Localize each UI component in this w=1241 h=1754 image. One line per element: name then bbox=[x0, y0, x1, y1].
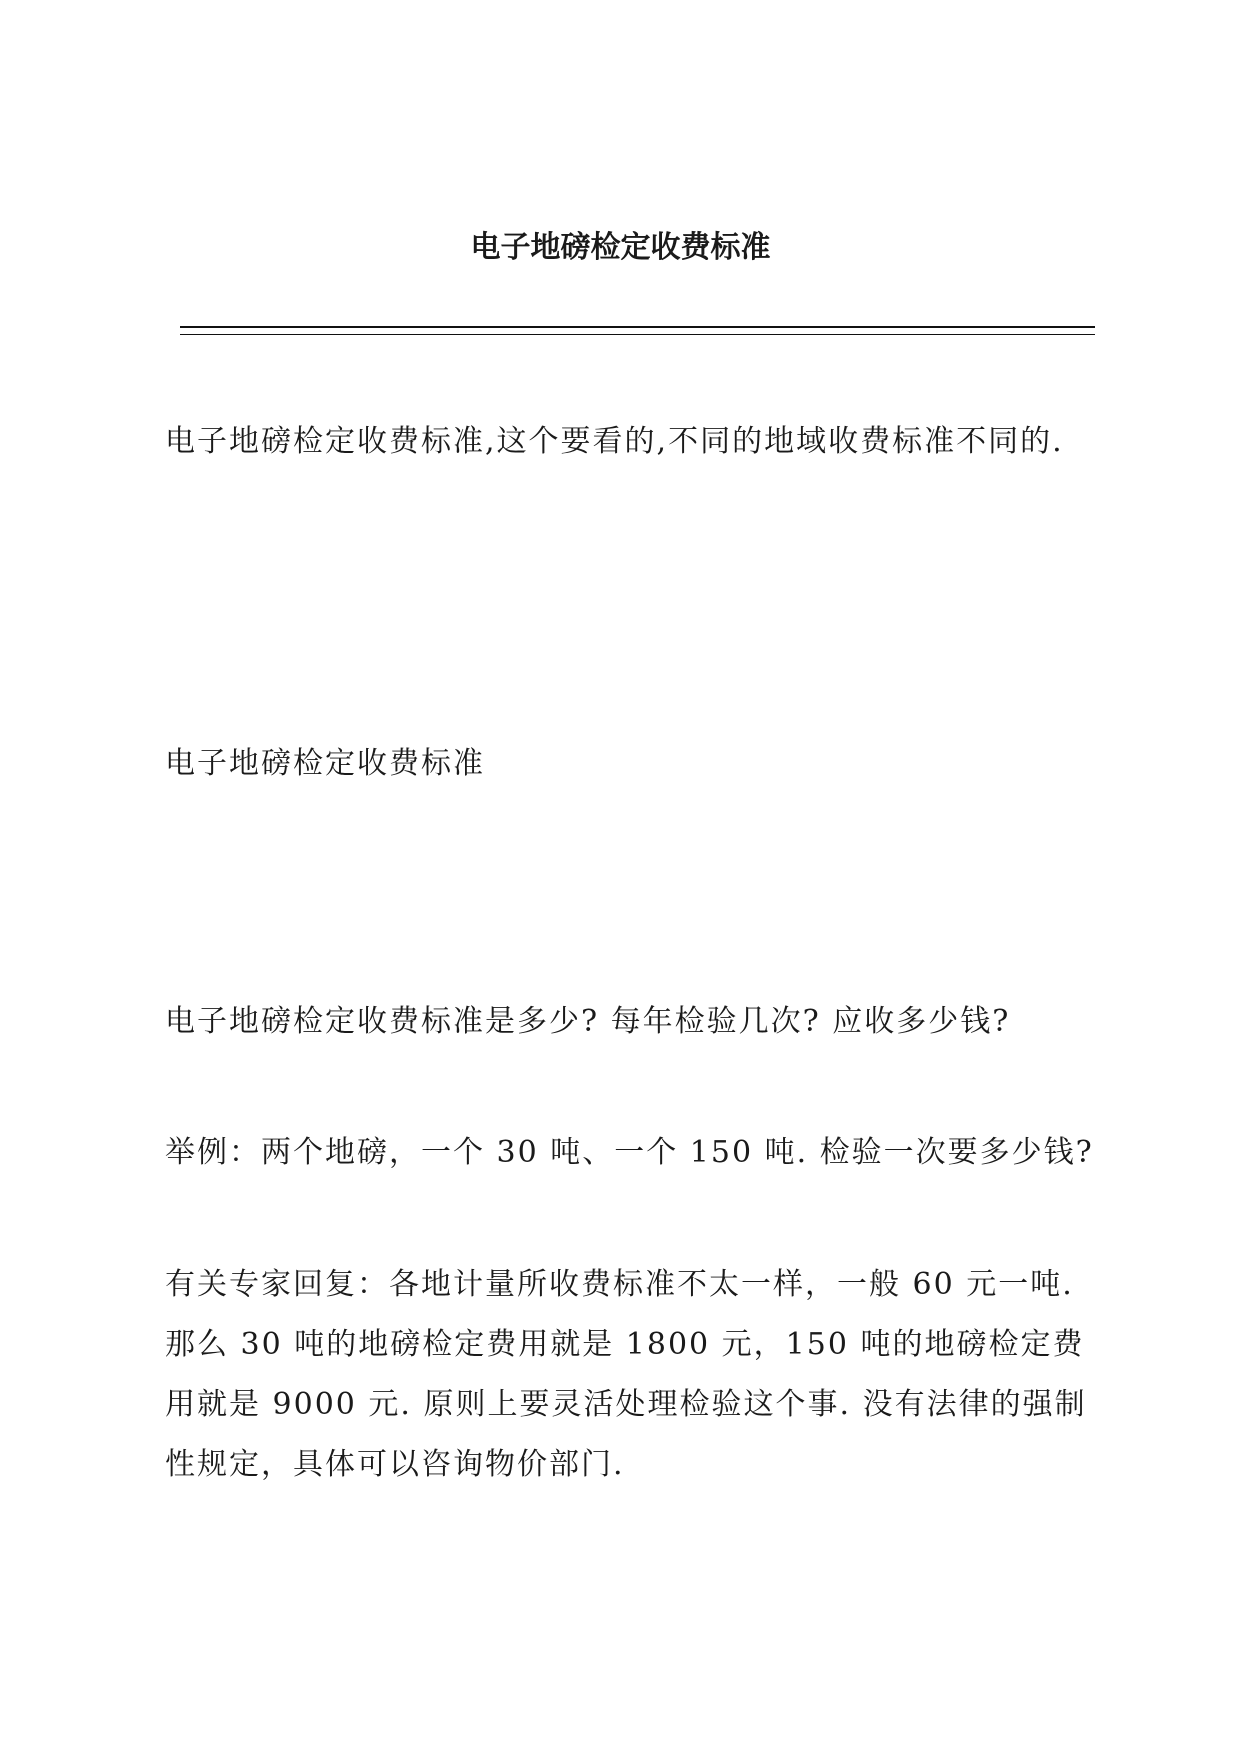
paragraph-example: 举例：两个地磅，一个 30 吨、一个 150 吨. 检验一次要多少钱? bbox=[165, 1135, 1094, 1170]
paragraph-expert-answer: 有关专家回复：各地计量所收费标准不太一样，一般 60 元一吨. 那么 30 吨的地磅检定费用就是 1800 元，150 吨的地磅检定费用就是 9000 元. 原则上要灵活处理检验这个事. 没有法律的强制性规定，具体可以咨询物价部门. bbox=[165, 1267, 1087, 1482]
paragraph-intro: 电子地磅检定收费标准,这个要看的,不同的地域收费标准不同的. bbox=[165, 424, 1064, 459]
section-heading: 电子地磅检定收费标准 bbox=[165, 746, 485, 781]
title-divider bbox=[180, 326, 1095, 335]
paragraph-question: 电子地磅检定收费标准是多少? 每年检验几次? 应收多少钱? bbox=[165, 1004, 1011, 1039]
document-title: 电子地磅检定收费标准 bbox=[470, 230, 771, 265]
